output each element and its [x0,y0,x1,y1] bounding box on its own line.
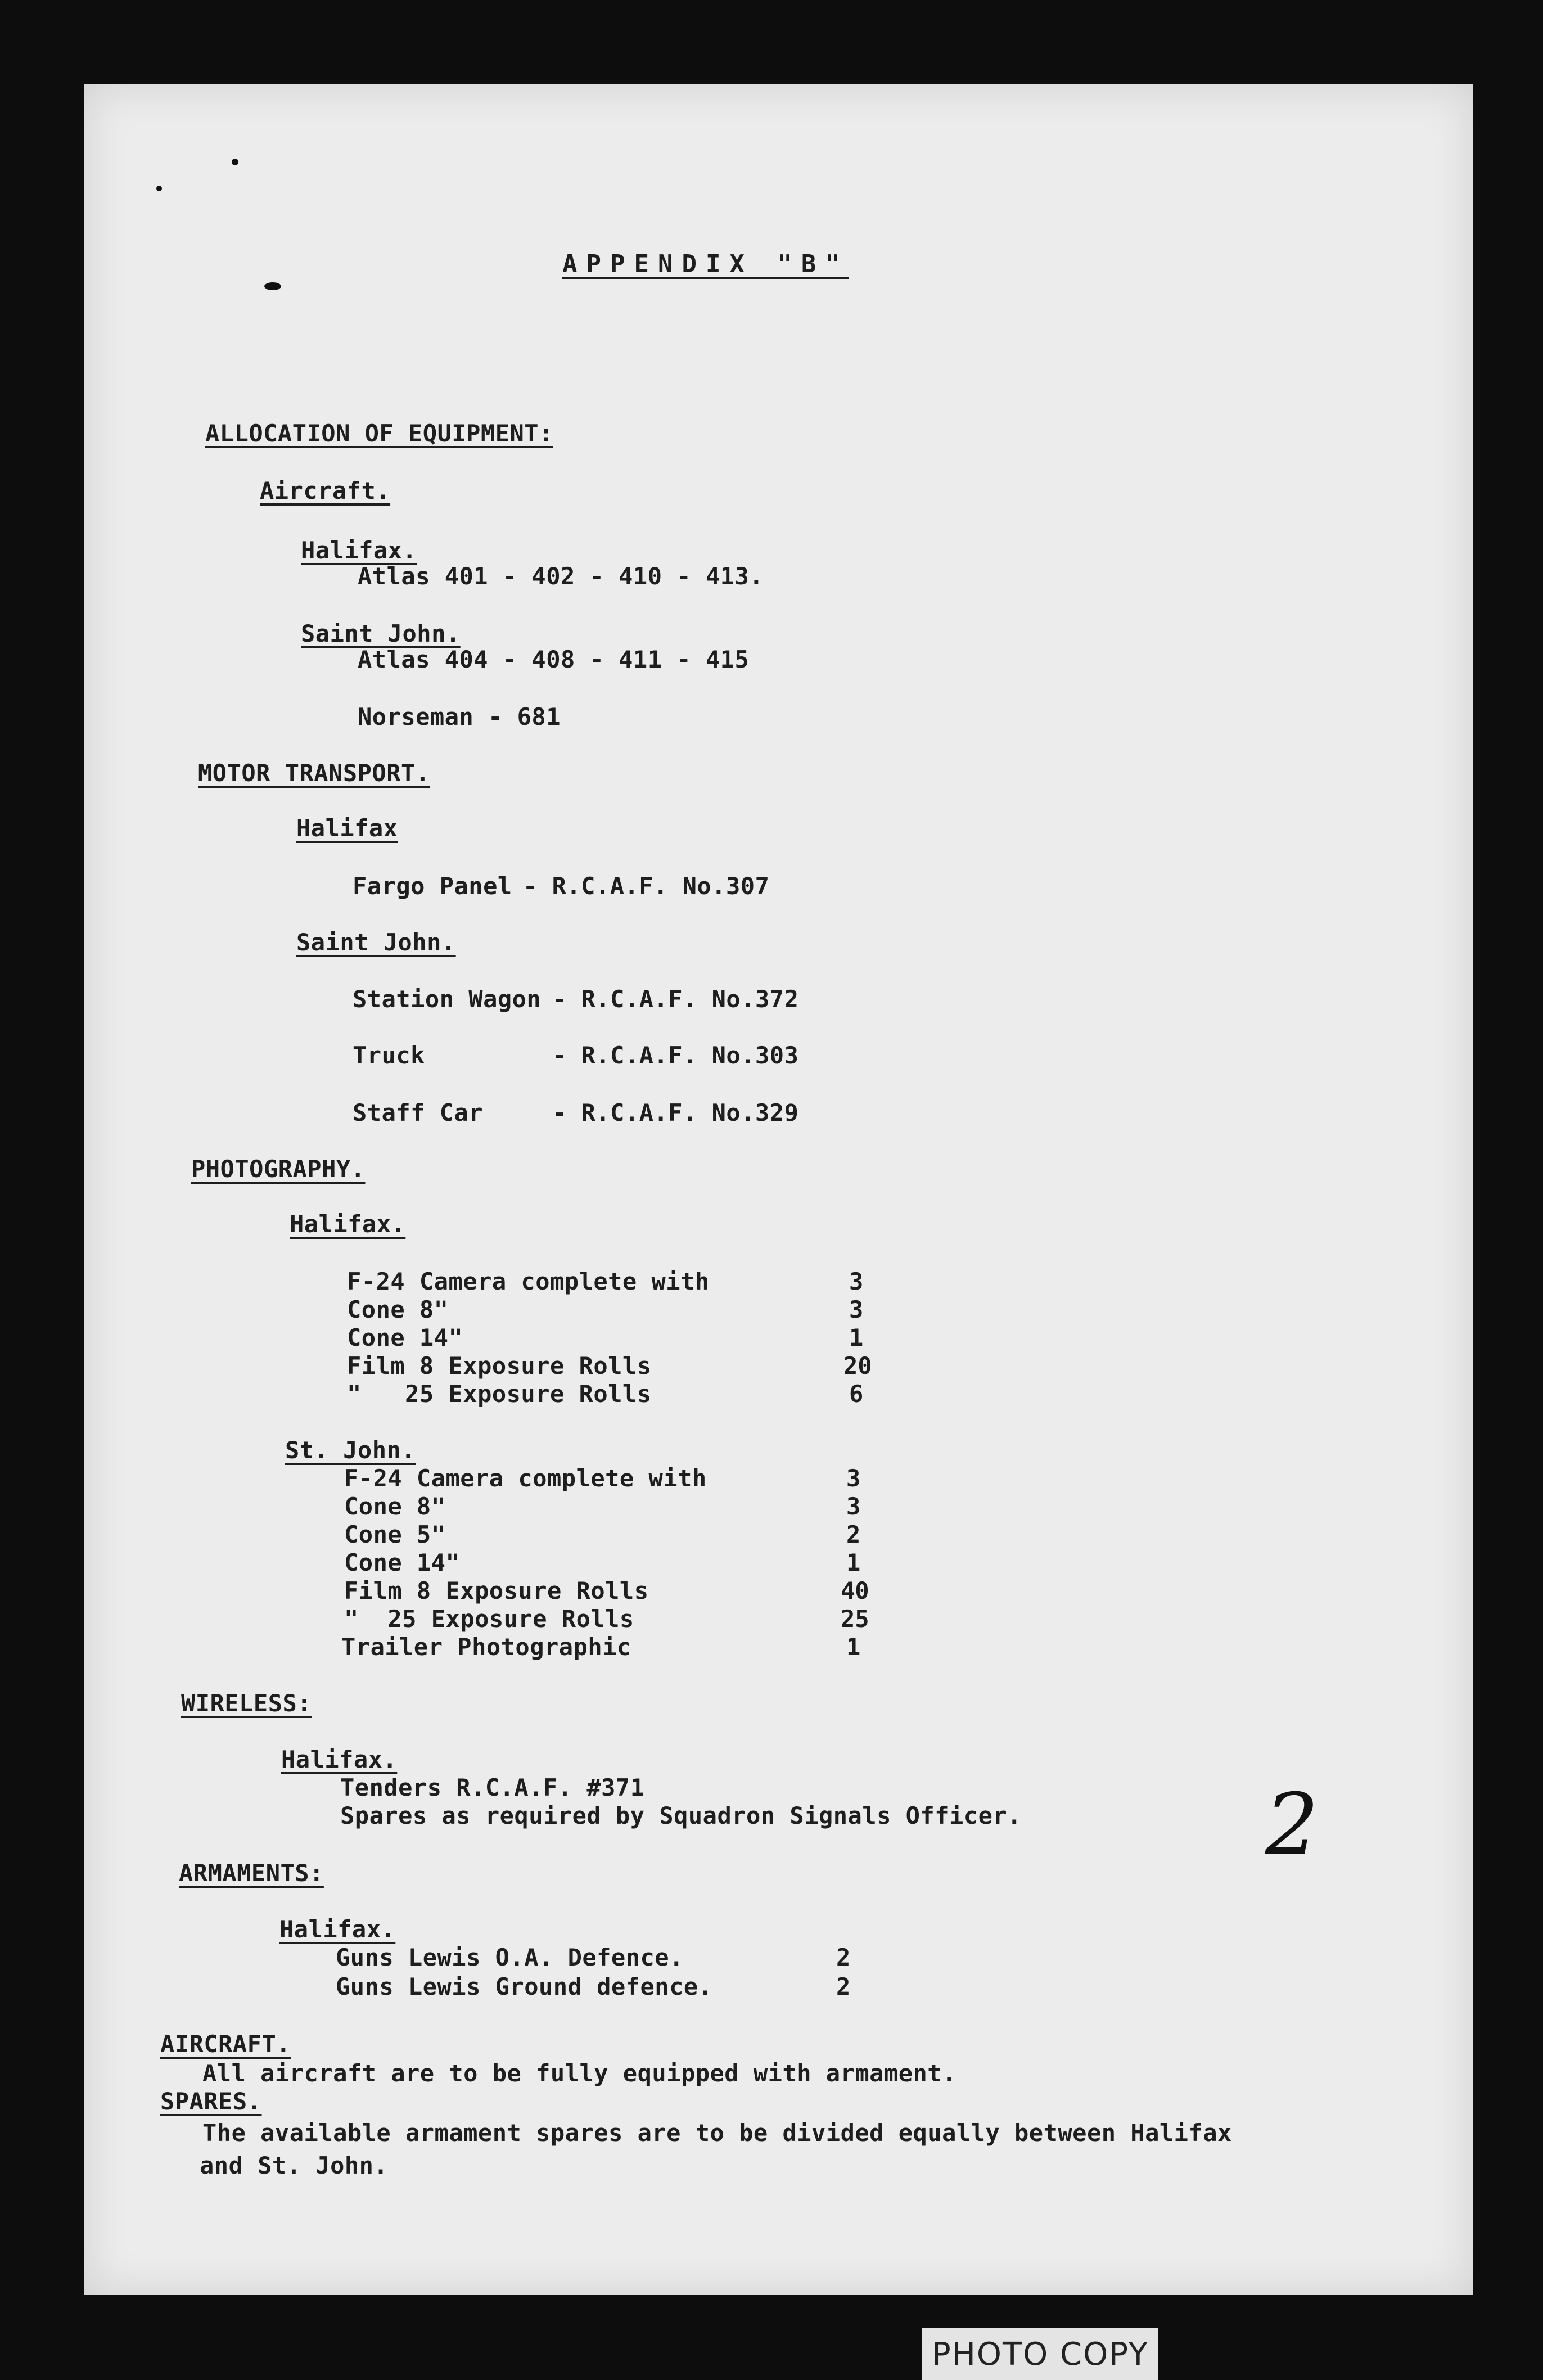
photo-item-qty: 3 [849,1296,864,1323]
photo-item-name: F-24 Camera complete with [347,1268,710,1295]
photo-item-qty: 3 [849,1268,864,1295]
motor-saint-john-label: Saint John. [296,928,456,956]
motor-item-name: Fargo Panel [353,872,512,900]
allocation-heading: ALLOCATION OF EQUIPMENT: [205,420,553,447]
motor-item-name: Truck [353,1042,425,1069]
photo-item-qty: 1 [846,1633,861,1661]
photo-item-qty: 1 [846,1549,861,1576]
motor-item-ref: - R.C.A.F. No.303 [552,1042,799,1069]
armaments-halifax-label: Halifax. [279,1915,396,1943]
photo-item-name: " 25 Exposure Rolls [347,1380,652,1408]
armaments-heading: ARMAMENTS: [179,1859,324,1887]
wireless-line: Spares as required by Squadron Signals Officer. [340,1802,1022,1829]
appendix-title: APPENDIX "B" [562,250,849,278]
document-page [84,84,1473,2295]
photo-item-qty: 20 [843,1352,872,1380]
photo-halifax-label: Halifax. [290,1210,406,1238]
photo-item-name: Cone 14" [344,1549,461,1576]
ink-speck [156,186,162,191]
armament-item-qty: 2 [836,1944,851,1971]
photography-heading: PHOTOGRAPHY. [191,1155,366,1183]
photo-item-name: F-24 Camera complete with [344,1464,707,1492]
photo-item-qty: 3 [846,1493,861,1520]
aircraft-halifax-line: Atlas 401 - 402 - 410 - 413. [358,562,764,590]
photo-item-qty: 3 [846,1464,861,1492]
ink-speck [264,282,281,290]
spares-note-line: and St. John. [200,2152,389,2179]
photo-item-name: Cone 5" [344,1521,446,1548]
photo-item-name: Cone 14" [347,1324,463,1351]
aircraft-halifax-label: Halifax. [301,537,417,564]
wireless-halifax-label: Halifax. [281,1746,398,1773]
armament-item-name: Guns Lewis Ground defence. [336,1973,713,2000]
armament-item-qty: 2 [836,1973,851,2000]
photo-item-name: Trailer Photographic [341,1633,631,1661]
motor-item-ref: - R.C.A.F. No.329 [552,1099,799,1126]
ink-speck [232,159,238,165]
photo-item-name: Cone 8" [344,1493,446,1520]
photo-item-name: Film 8 Exposure Rolls [344,1577,649,1604]
page-number: 2 [1265,1776,1319,1874]
photo-item-qty: 40 [841,1577,869,1604]
wireless-heading: WIRELESS: [181,1689,312,1717]
aircraft-note-heading: AIRCRAFT. [160,2030,291,2058]
photo-st-john-label: St. John. [285,1436,416,1464]
spares-note-heading: SPARES. [160,2088,262,2115]
photo-item-name: Cone 8" [347,1296,449,1323]
aircraft-note-text: All aircraft are to be fully equipped with armament. [202,2059,957,2087]
motor-transport-heading: MOTOR TRANSPORT. [198,759,430,787]
aircraft-saint-john-label: Saint John. [301,620,461,647]
motor-item-ref: - R.C.A.F. No.372 [552,985,799,1013]
photo-item-qty: 1 [849,1324,864,1351]
photo-item-qty: 2 [846,1521,861,1548]
photo-item-qty: 25 [841,1605,869,1633]
motor-item-name: Station Wagon [353,985,542,1013]
photo-item-name: " 25 Exposure Rolls [344,1605,634,1633]
wireless-line: Tenders R.C.A.F. #371 [340,1774,645,1801]
photo-item-name: Film 8 Exposure Rolls [347,1352,652,1380]
motor-halifax-label: Halifax [296,814,398,842]
photo-item-qty: 6 [849,1380,864,1408]
motor-item-ref: - R.C.A.F. No.307 [523,872,770,900]
aircraft-saint-john-line: Atlas 404 - 408 - 411 - 415 [358,646,750,673]
motor-item-name: Staff Car [353,1099,484,1126]
photo-copy-stamp: PHOTO COPY [922,2328,1158,2380]
armament-item-name: Guns Lewis O.A. Defence. [336,1944,684,1971]
spares-note-line: The available armament spares are to be divided equally between Halifax [202,2119,1232,2147]
aircraft-norseman-line: Norseman - 681 [358,703,561,731]
aircraft-heading: Aircraft. [260,477,391,504]
